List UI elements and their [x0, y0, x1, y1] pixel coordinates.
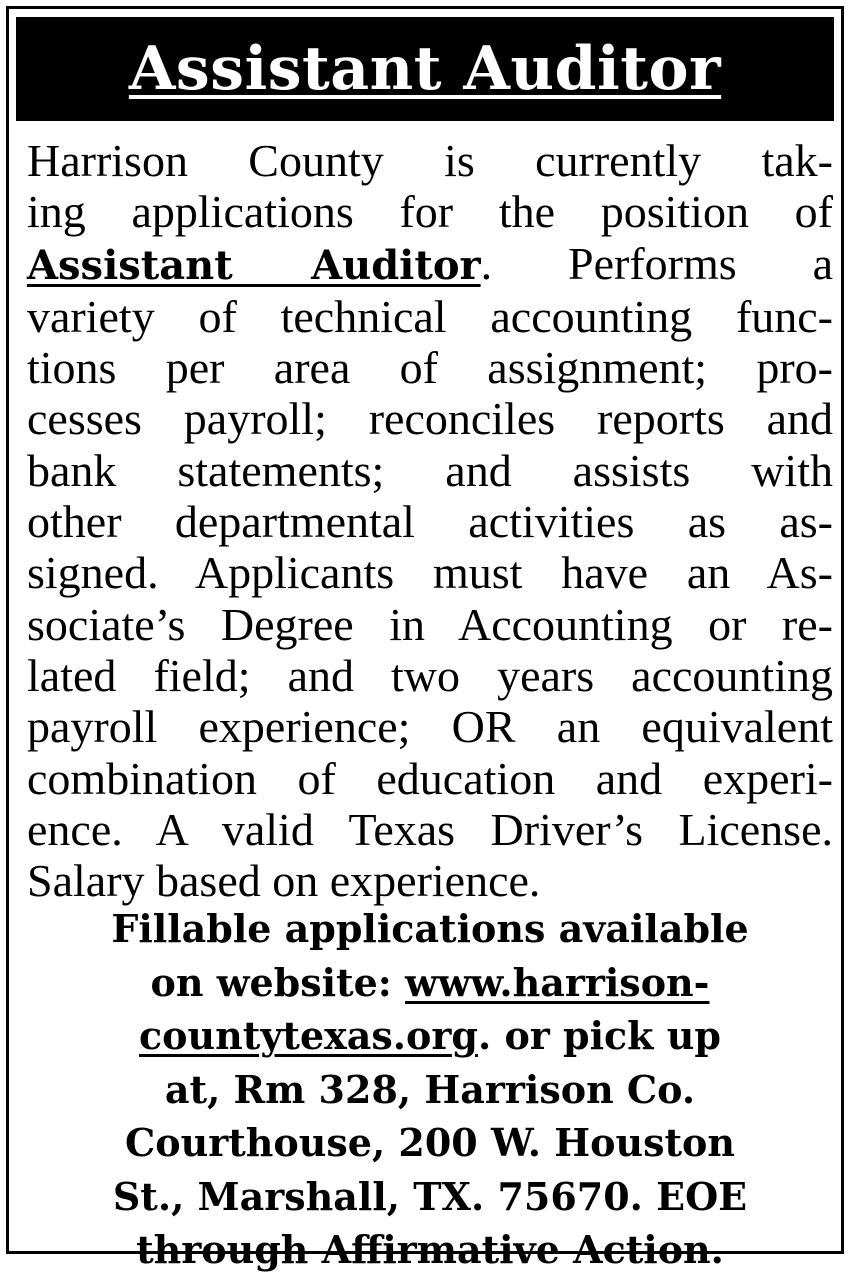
description-line: Salary based on experience. [27, 855, 541, 907]
description-text: . Performs a [480, 237, 833, 289]
application-info [27, 902, 833, 1277]
application-line: Courthouse, 200 W. Houston [125, 1120, 735, 1165]
description-line: lated field; and two years accounting [27, 649, 833, 701]
description-line: variety of technical accounting func- [27, 290, 833, 342]
description-line: ing applications for the position of [27, 186, 833, 238]
website-link[interactable]: www.harrison- [405, 959, 710, 1005]
application-line: St., Marshall, TX. 75670. EOE [112, 1173, 748, 1219]
application-line [27, 956, 833, 1010]
description-line: signed. Applicants must have an As- [27, 547, 833, 599]
description-line: Harrison County is currently tak- [27, 135, 833, 186]
description-line: combination of education and experi- [27, 752, 833, 804]
description-line: sociate’s Degree in Accounting or re- [27, 598, 833, 650]
description-line: tions per area of assignment; pro- [27, 342, 833, 394]
application-text: . or pick up [477, 1013, 721, 1058]
description-line: ence. A valid Texas Driver’s License. [27, 803, 833, 855]
position-name: Assistant Auditor [27, 241, 481, 289]
description-line: other departmental activities as as- [27, 496, 833, 548]
job-ad-frame [6, 6, 844, 1272]
application-line: Fillable applications available [111, 906, 749, 951]
description-line [27, 238, 833, 291]
description-line: cesses payroll; reconciles reports and [27, 393, 833, 445]
application-text: on website: [150, 959, 406, 1005]
application-line: through Affirmative Action. [136, 1227, 724, 1272]
description-line: bank statements; and assists with [27, 444, 833, 496]
title-banner [16, 17, 834, 121]
website-link[interactable]: countytexas.org [139, 1013, 478, 1058]
job-description [27, 135, 833, 906]
application-line [27, 1009, 833, 1063]
description-line: payroll experience; OR an equivalent [27, 701, 833, 753]
ad-title: Assistant Auditor [128, 34, 722, 104]
application-line: at, Rm 328, Harrison Co. [164, 1066, 696, 1112]
